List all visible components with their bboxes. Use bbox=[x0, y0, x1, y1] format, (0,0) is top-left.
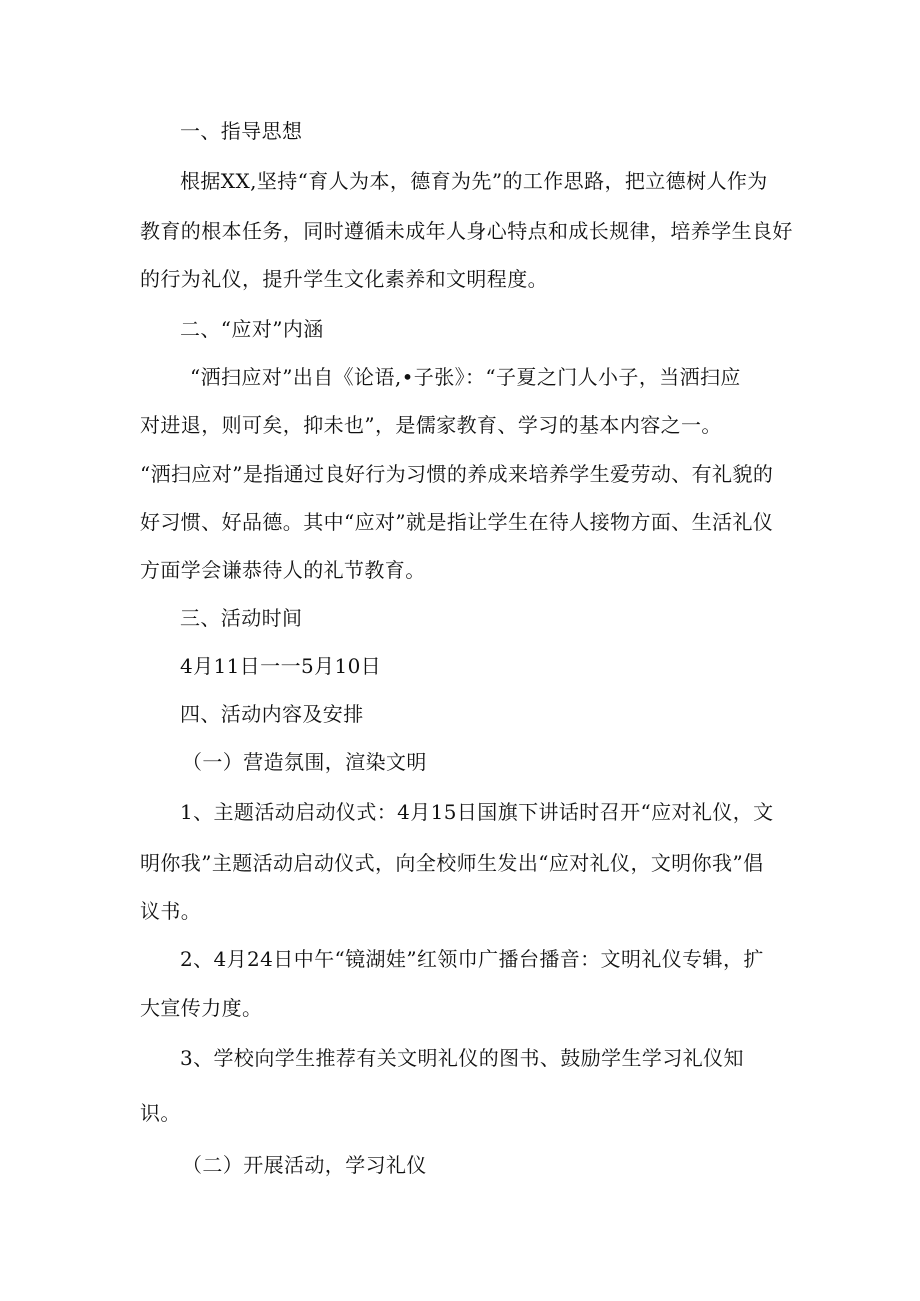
paragraph-line: 教育的根本任务，同时遵循未成年人身心特点和成长规律，培养学生良好 bbox=[140, 219, 793, 243]
subheading-activities: （二）开展活动，学习礼仪 bbox=[182, 1153, 427, 1177]
paragraph-line: 根据XX,坚持“育人为本，德育为先”的工作思路，把立德树人作为 bbox=[180, 169, 768, 193]
paragraph-line: 识。 bbox=[140, 1101, 181, 1125]
activity-date-range: 4月11日一一5月10日 bbox=[180, 654, 382, 678]
paragraph-line: 的行为礼仪，提升学生文化素养和文明程度。 bbox=[140, 267, 548, 291]
paragraph-line: 议书。 bbox=[140, 899, 202, 923]
paragraph-line: 好习惯、好品德。其中“应对”就是指让学生在待人接物方面、生活礼仪 bbox=[140, 510, 774, 534]
paragraph-line: 3、学校向学生推荐有关文明礼仪的图书、鼓励学生学习礼仪知 bbox=[180, 1046, 744, 1070]
heading-connotation: 二、“应对”内涵 bbox=[180, 317, 324, 341]
paragraph-line: “洒扫应对”是指通过良好行为习惯的养成来培养学生爱劳动、有礼貌的 bbox=[140, 462, 774, 486]
paragraph-line: 明你我”主题活动启动仪式，向全校师生发出“应对礼仪，文明你我”倡 bbox=[140, 851, 764, 875]
paragraph-line: 对进退，则可矣，抑未也”，是儒家教育、学习的基本内容之一。 bbox=[140, 413, 722, 437]
heading-activity-time: 三、活动时间 bbox=[180, 606, 303, 630]
paragraph-line: “洒扫应对”出自《论语,•子张》：“子夏之门人小子，当洒扫应 bbox=[190, 365, 741, 389]
heading-activity-content: 四、活动内容及安排 bbox=[180, 702, 364, 726]
paragraph-line: 大宣传力度。 bbox=[140, 996, 263, 1020]
heading-guiding-ideology: 一、指导思想 bbox=[180, 119, 303, 143]
paragraph-line: 1、主题活动启动仪式：4月15日国旗下讲话时召开“应对礼仪，文 bbox=[180, 800, 774, 824]
paragraph-line: 2、4月24日中午“镜湖娃”红领巾广播台播音：文明礼仪专辑，扩 bbox=[180, 947, 764, 971]
paragraph-line: 方面学会谦恭待人的礼节教育。 bbox=[140, 558, 426, 582]
subheading-atmosphere: （一）营造氛围，渲染文明 bbox=[182, 750, 427, 774]
